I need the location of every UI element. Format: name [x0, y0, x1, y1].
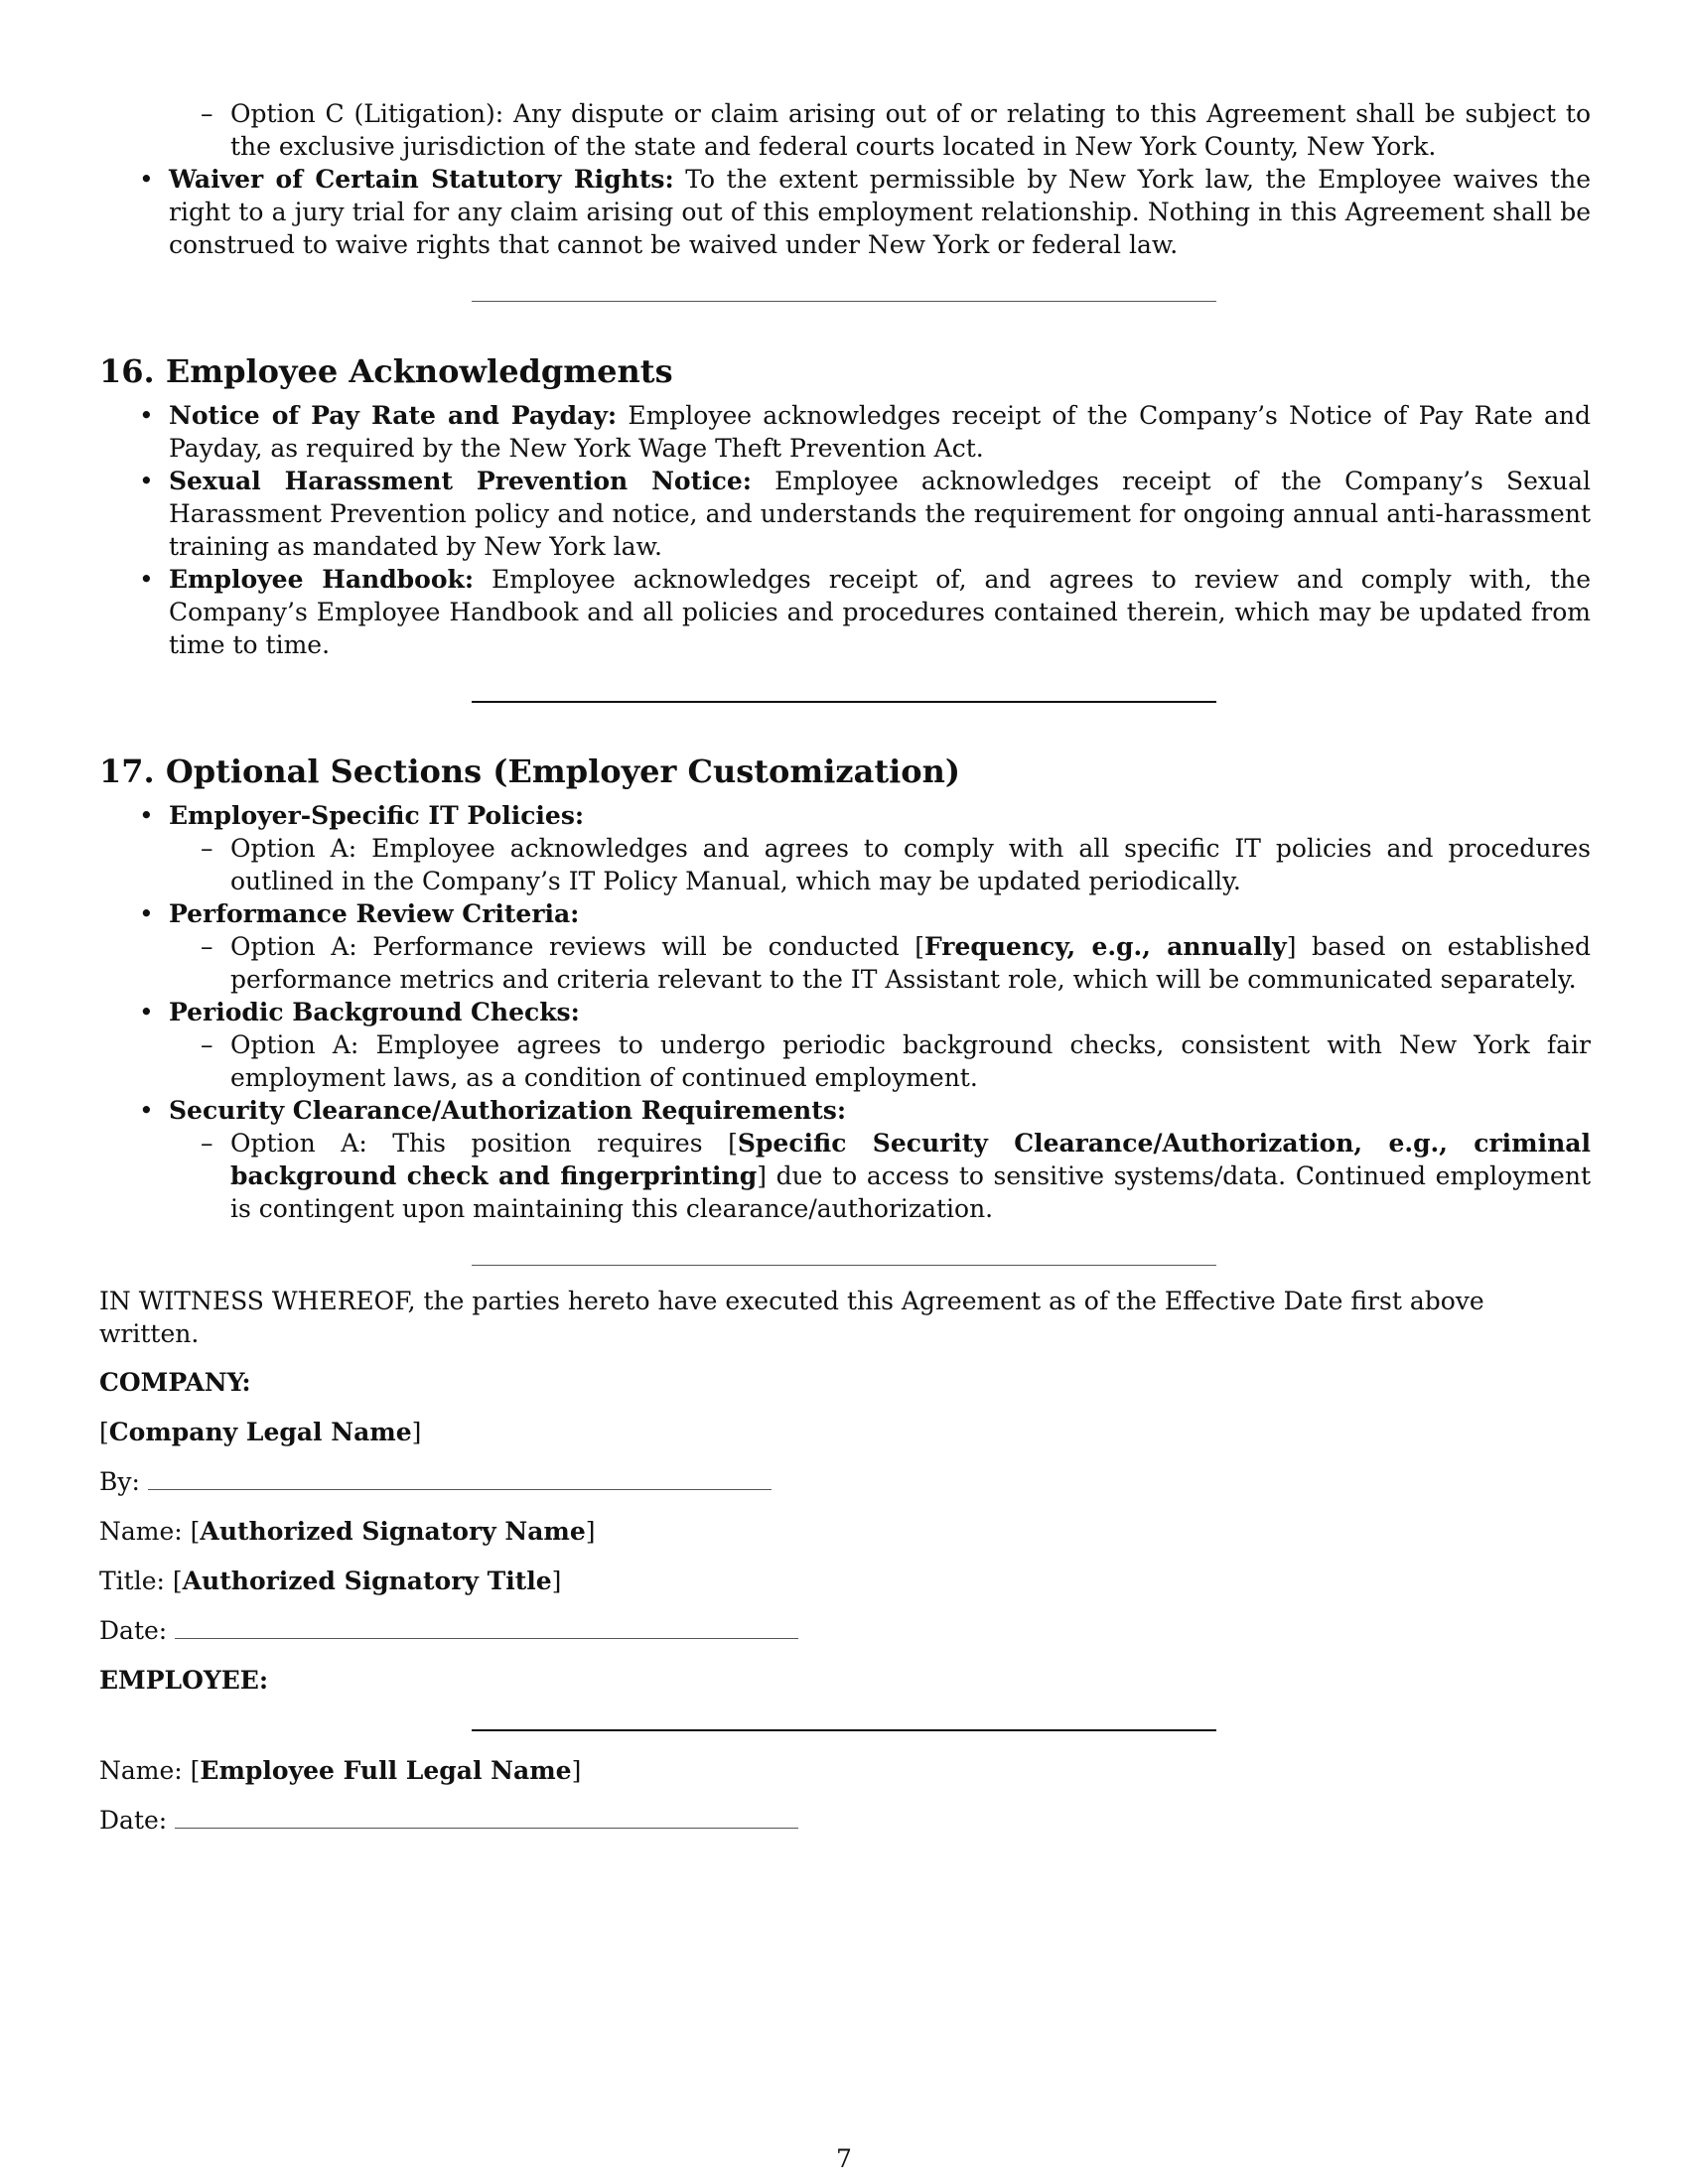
employee-date-line [99, 1804, 1591, 1837]
by-label: By: [99, 1467, 140, 1496]
employee-name-line: Name: [Employee Full Legal Name] [99, 1756, 582, 1785]
item-option [99, 930, 1591, 996]
option-placeholder: Specific Security Clearance/Authorization, e.g., criminal background check and fingerprinting [230, 1129, 1591, 1190]
item-option: – Option A: Employee agrees to undergo periodic background checks, consistent with New York fair employment laws, as a condition of continued employment. [99, 1028, 1591, 1094]
company-signatory-name-line: Name: [Authorized Signatory Name] [99, 1517, 596, 1546]
waiver-text: To the extent permissible by New York law, the Employee waives the right to a jury trial for any claim arising out of this employment relationship. Nothing in this Agreement shall be construed to waive rights that cannot be waived under New York or federal law. [169, 165, 1591, 259]
section15-continued [99, 97, 1591, 261]
section-divider [472, 301, 1216, 302]
section16-item-handbook [99, 563, 1591, 661]
item-option [99, 1127, 1591, 1225]
company-signatory-name: Authorized Signatory Name [200, 1517, 586, 1546]
by-signature-field[interactable] [148, 1465, 772, 1490]
waiver-title: Waiver of Certain Statutory Rights: [169, 165, 674, 194]
company-date-line [99, 1614, 1591, 1647]
section17-item-security [99, 1094, 1591, 1225]
section16-heading: 16. Employee Acknowledgments [99, 352, 673, 390]
item-text: Employee acknowledges receipt of the Company’s Sexual Harassment Prevention policy and notice, and understands the requirement for ongoing annual anti-harassment training as mandated by New York law. [169, 467, 1591, 561]
section17-item-it-policies [99, 799, 1591, 897]
section16-item-harassment [99, 465, 1591, 563]
option-placeholder: Frequency, e.g., annually [923, 932, 1287, 961]
by-line [99, 1465, 1591, 1498]
section15-option-c: – Option C (Litigation): Any dispute or claim arising out of or relating to this Agreement shall be subject to the exclusive jurisdiction of the state and federal courts located in New York County, New York. [99, 97, 1591, 163]
employee-signature-line[interactable] [472, 1729, 1216, 1731]
signature-block [99, 1285, 1591, 1837]
company-signatory-title: Authorized Signatory Title [182, 1567, 552, 1595]
item-title: Security Clearance/Authorization Requirements: [169, 1096, 847, 1125]
company-date-field[interactable] [175, 1614, 798, 1639]
section16-item-pay-rate [99, 399, 1591, 465]
option-text: Option A: Performance reviews will be conducted [ [230, 932, 924, 961]
option-text: ] based on established performance metrics and criteria relevant to the IT Assistant role, which will be communicated separately. [230, 932, 1591, 994]
company-label: COMPANY: [99, 1368, 251, 1397]
section-divider [472, 1265, 1216, 1266]
section-divider [472, 701, 1216, 703]
section17-item-background [99, 996, 1591, 1094]
employee-name: Employee Full Legal Name [200, 1756, 572, 1785]
item-option: – Option A: Employee acknowledges and agrees to comply with all specific IT policies and procedures outlined in the Company’s IT Policy Manual, which may be updated periodically. [99, 832, 1591, 897]
section17-heading: 17. Optional Sections (Employer Customization) [99, 752, 960, 790]
title-label: Title: [99, 1567, 165, 1595]
item-title: Employee Handbook: [169, 565, 475, 594]
company-name: Company Legal Name [108, 1418, 412, 1446]
item-title: Employer-Specific IT Policies: [169, 801, 585, 830]
item-title: Sexual Harassment Prevention Notice: [169, 467, 752, 495]
item-title: Notice of Pay Rate and Payday: [169, 401, 618, 430]
option-text: ] due to access to sensitive systems/data. Continued employment is contingent upon maintaining this clearance/authorization. [230, 1161, 1591, 1223]
page-number: 7 [836, 2144, 852, 2173]
employee-date-field[interactable] [175, 1804, 798, 1829]
item-title: Performance Review Criteria: [169, 899, 580, 928]
date-label: Date: [99, 1806, 168, 1835]
company-name-line: [Company Legal Name] [99, 1418, 422, 1446]
section15-option-c-wrap [99, 97, 1591, 163]
company-signatory-title-line: Title: [Authorized Signatory Title] [99, 1567, 562, 1595]
section16-list [99, 399, 1591, 661]
waiver-item [99, 163, 1591, 261]
document-page [99, 97, 1591, 1837]
name-label: Name: [99, 1756, 183, 1785]
item-text: Employee acknowledges receipt of the Company’s Notice of Pay Rate and Payday, as required by the New York Wage Theft Prevention Act. [169, 401, 1591, 463]
name-label: Name: [99, 1517, 183, 1546]
option-text: Option A: This position requires [ [230, 1129, 738, 1158]
section17-item-performance [99, 897, 1591, 996]
item-title: Periodic Background Checks: [169, 998, 580, 1026]
item-text: Employee acknowledges receipt of, and agrees to review and comply with, the Company’s Employee Handbook and all policies and procedures contained therein, which may be updated from time to time. [169, 565, 1592, 659]
witness-clause: IN WITNESS WHEREOF, the parties hereto have executed this Agreement as of the Effective Date first above written. [99, 1287, 1484, 1348]
date-label: Date: [99, 1616, 168, 1645]
section17-list [99, 799, 1591, 1225]
employee-label: EMPLOYEE: [99, 1666, 269, 1695]
